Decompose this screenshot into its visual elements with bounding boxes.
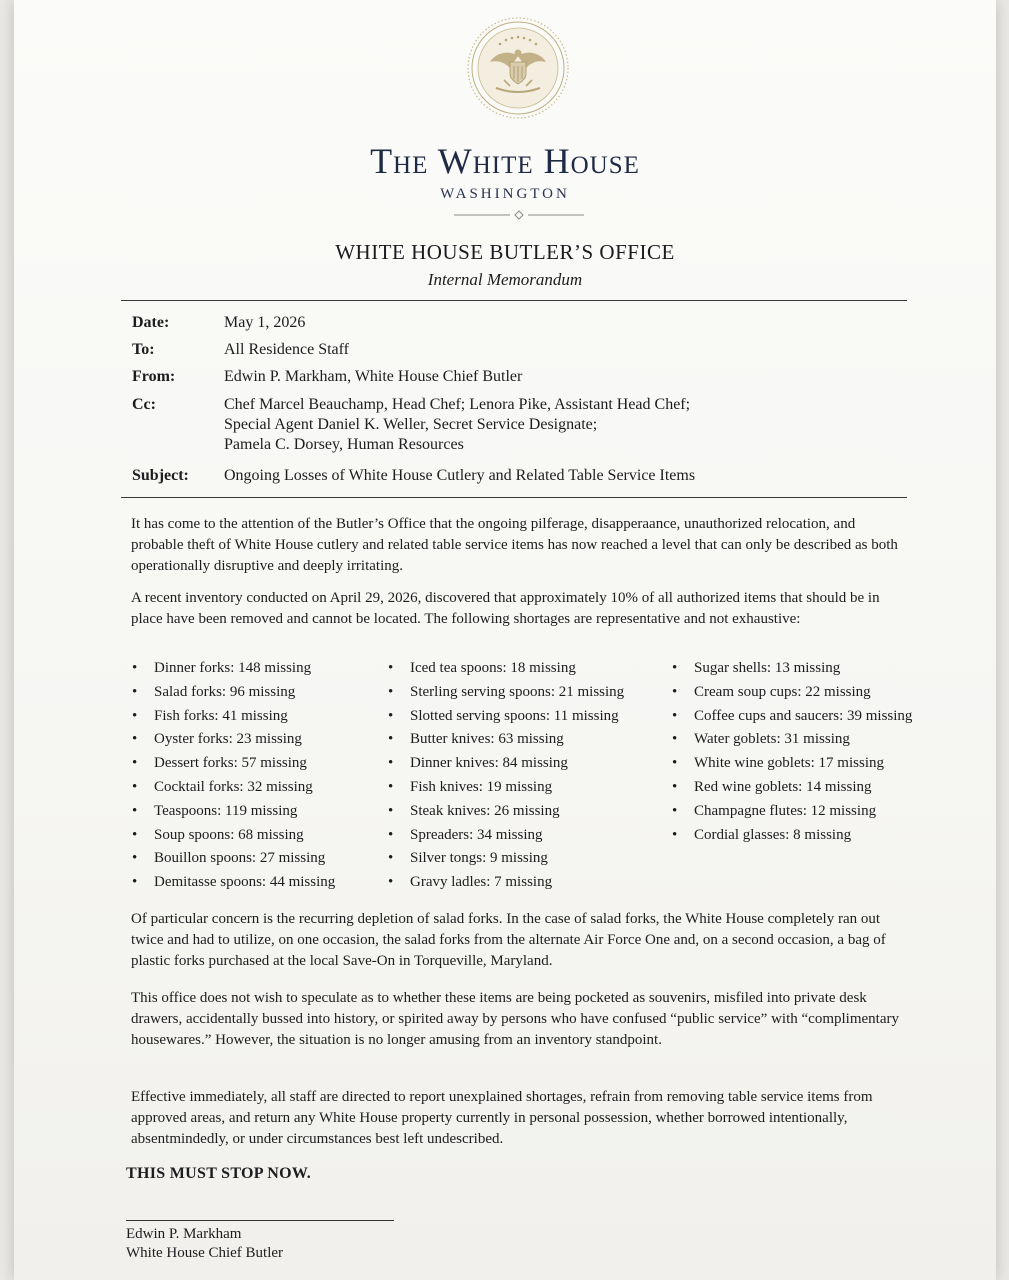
shortage-item [672,752,912,776]
shortage-list-column-2 [388,657,624,895]
shortage-item-text: Dinner forks: 148 missing [154,660,312,676]
shortage-item [672,800,912,824]
shortage-item [132,752,335,776]
shortage-item-text: Dessert forks: 57 missing [154,755,307,772]
shortage-item [388,824,624,848]
shortage-item-text: Cream soup cups: 22 missing [694,683,871,700]
subject-value: Ongoing Losses of White House Cutlery and Related Table Service Items [224,467,696,484]
bullet-icon: • [672,778,678,795]
from-value: Edwin P. Markham, White House Chief Butler [224,368,523,385]
letterhead-subtitle: WASHINGTON [440,186,570,202]
memo-type: Internal Memorandum [427,270,583,289]
bullet-icon: • [388,850,394,867]
bullet-icon: • [132,778,138,795]
shortage-item [388,847,624,871]
directive-paragraph: Effective immediately, all staff are directed to report unexplained shortages, refrain from removing table service items from approved areas, and return any White House property currently in personal possession, whether borrowed intentionally, absentmindedly, or under circumstances best left undescribed. [131,1089,873,1147]
bullet-icon: • [132,683,138,700]
bullet-icon: • [388,683,394,700]
bullet-icon: • [132,826,138,843]
shortage-item-text: Spreaders: 34 missing [410,826,543,843]
shortage-item [388,752,624,776]
shortage-item-text: Sterling serving spoons: 21 missing [410,683,625,700]
shortage-item [388,728,624,752]
shortage-item [388,800,624,824]
memo-page [14,0,996,1280]
bullet-icon: • [672,731,678,748]
shortage-item [132,728,335,752]
shortage-item-text: Cordial glasses: 8 missing [694,826,852,843]
header-top-rule [121,300,907,301]
shortage-item [388,705,624,729]
shortage-item-text: Red wine goblets: 14 missing [694,778,872,795]
office-name: WHITE HOUSE BUTLER’S OFFICE [335,240,675,264]
shortage-item-text: Oyster forks: 23 missing [154,731,302,748]
subject-label: Subject: [132,467,189,484]
bullet-icon: • [388,731,394,748]
signature-title: White House Chief Butler [126,1245,284,1261]
shortage-item-text: Slotted serving spoons: 11 missing [410,707,619,724]
shortage-item-text: Fish knives: 19 missing [410,778,553,795]
cc-label: Cc: [132,396,156,413]
shortage-item [672,705,912,729]
bullet-icon: • [672,755,678,772]
shortage-item [132,847,335,871]
shortage-item [388,871,624,895]
shortage-item-text: Demitasse spoons: 44 missing [154,874,336,891]
cc-line: Pamela C. Dorsey, Human Resources [224,436,464,453]
signature-name: Edwin P. Markham [126,1226,242,1242]
bullet-icon: • [388,778,394,795]
shortage-item [672,728,912,752]
concern-paragraph: Of particular concern is the recurring depletion of salad forks. In the case of salad forks, the White House completely ran out twice and had to utilize, on one occasion, the salad forks from the alternate Air Force One and, on a second occasion, a bag of plastic forks purchased at the local Save-On in Torqueville, Maryland. [131,911,886,969]
cc-line: Chef Marcel Beauchamp, Head Chef; Lenora Pike, Assistant Head Chef; [224,396,691,413]
shortage-item-text: Champagne flutes: 12 missing [694,802,877,819]
shortage-item-text: Steak knives: 26 missing [410,802,560,819]
bullet-icon: • [132,731,138,748]
bullet-icon: • [388,874,394,891]
bullet-icon: • [132,802,138,819]
to-label: To: [132,341,155,358]
bullet-icon: • [388,826,394,843]
shortage-list-column-3 [672,657,912,847]
shortage-item-text: Bouillon spoons: 27 missing [154,850,326,867]
shortage-item-text: Teaspoons: 119 missing [154,802,298,819]
presidential-seal-icon [466,16,570,120]
shortage-item-text: Butter knives: 63 missing [410,731,564,748]
shortage-item-text: Fish forks: 41 missing [154,707,288,724]
shortage-item-text: Silver tongs: 9 missing [410,850,548,867]
bullet-icon: • [388,660,394,676]
bullet-icon: • [388,755,394,772]
shortage-item-text: Coffee cups and saucers: 39 missing [694,707,913,724]
shortage-item-text: Dinner knives: 84 missing [410,755,568,772]
shortage-item [672,824,912,848]
intro-paragraph: It has come to the attention of the Butler’s Office that the ongoing pilferage, disapperaance, unauthorized relocation, and probable theft of White House cutlery and related table service items has now reached a level that can only be described as both operationally disruptive and deeply irritating. [131,516,898,574]
shortage-item-text: White wine goblets: 17 missing [694,755,884,772]
date-value: May 1, 2026 [224,314,306,331]
from-label: From: [132,368,176,385]
shortage-item [672,657,912,681]
bullet-icon: • [672,802,678,819]
letterhead-title: The White House [370,141,640,181]
shortage-item-text: Gravy ladles: 7 missing [410,874,553,891]
shortage-item [132,871,335,895]
inventory-paragraph: A recent inventory conducted on April 29, 2026, discovered that approximately 10% of all authorized items that should be in place have been removed and cannot be located. The following shortages are representative and not exhaustive: [131,590,880,627]
shortage-item-text: Cocktail forks: 32 missing [154,778,313,795]
shortage-item [132,824,335,848]
shortage-item [132,657,335,681]
shortage-item [672,776,912,800]
shortage-item-text: Iced tea spoons: 18 missing [410,660,576,676]
header-bottom-rule [121,497,907,498]
bullet-icon: • [672,826,678,843]
shortage-item [132,800,335,824]
bullet-icon: • [132,874,138,891]
bullet-icon: • [132,660,138,676]
bullet-icon: • [672,660,678,676]
bullet-icon: • [132,755,138,772]
bullet-icon: • [132,707,138,724]
shortage-item-text: Sugar shells: 13 missing [694,660,841,676]
shortage-item [388,681,624,705]
bullet-icon: • [388,802,394,819]
shortage-item [132,681,335,705]
closing-statement: THIS MUST STOP NOW. [126,1165,312,1182]
to-value: All Residence Staff [224,341,350,358]
bullet-icon: • [132,850,138,867]
bullet-icon: • [672,683,678,700]
shortage-item-text: Water goblets: 31 missing [694,731,850,748]
speculation-paragraph: This office does not wish to speculate as to whether these items are being pocketed as souvenirs, misfiled into private desk drawers, accidentally bussed into history, or spirited away by persons who have confused “public service” with “complimentary housewares.” However, the situation is no longer amusing from an inventory standpoint. [131,990,899,1048]
signature-line [126,1220,394,1221]
ornament-divider-icon [444,208,594,222]
shortage-list-column-1 [132,657,335,895]
shortage-item [388,657,624,681]
shortage-item [132,705,335,729]
bullet-icon: • [672,707,678,724]
bullet-icon: • [388,707,394,724]
shortage-item [672,681,912,705]
shortage-item [132,776,335,800]
cc-line: Special Agent Daniel K. Weller, Secret Service Designate; [224,416,598,433]
shortage-item-text: Soup spoons: 68 missing [154,826,304,843]
date-label: Date: [132,314,170,331]
shortage-item-text: Salad forks: 96 missing [154,683,296,700]
shortage-item [388,776,624,800]
